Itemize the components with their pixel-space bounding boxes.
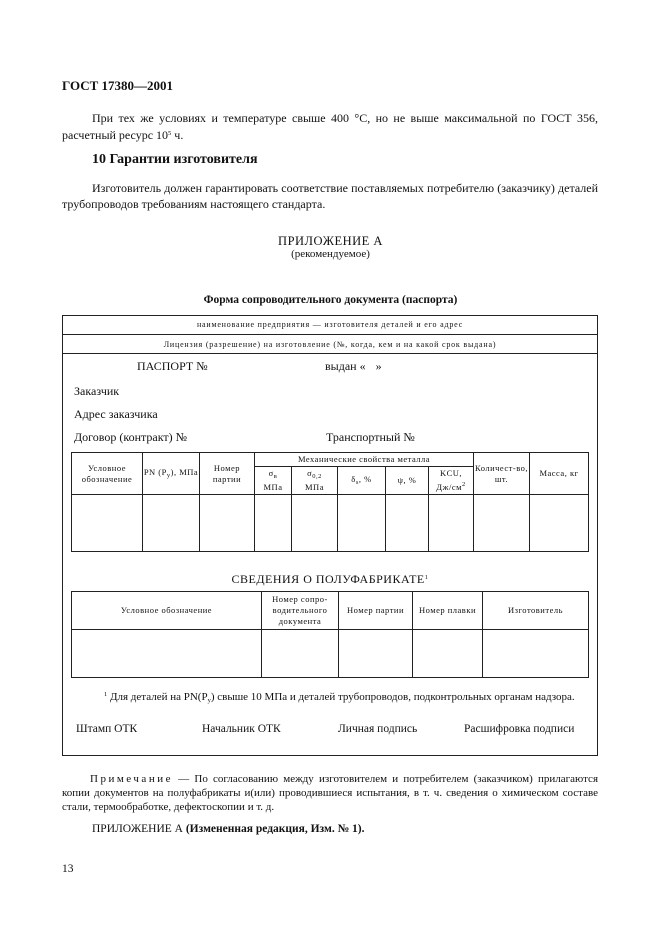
col-kcu — [429, 467, 474, 495]
sigma-02-b: МПа — [305, 482, 324, 492]
manufacturer-name-row: наименование предприятия — изготовителя деталей и его адрес — [196, 320, 464, 329]
table-cell — [386, 495, 429, 552]
col-batch: Номер партии — [200, 453, 255, 495]
standard-header: ГОСТ 17380—2001 — [62, 78, 174, 93]
change-note — [92, 823, 364, 835]
col-mass: Масса, кг — [530, 453, 589, 495]
divider-1 — [62, 334, 598, 335]
note-paragraph — [62, 772, 598, 814]
col-semi-designation: Условное обозначение — [72, 592, 262, 630]
intro-paragraph — [62, 110, 598, 143]
semi-product-table — [71, 591, 589, 678]
stamp-label: Штамп ОТК — [76, 723, 138, 735]
section-10-text: Изготовитель должен гарантировать соответствие поставляемых потребителю (заказчику) деталей трубопроводов требованиям настоящего стандарта. — [62, 181, 598, 211]
table-cell — [474, 495, 530, 552]
contract-label: Договор (контракт) № — [74, 430, 188, 444]
signature-label: Личная подпись — [338, 723, 418, 735]
customer-address-label: Адрес заказчика — [74, 407, 158, 421]
sigma-02-a: σ — [307, 468, 313, 478]
col-semi-document: Номер сопро-водительного документа — [262, 592, 339, 630]
table-cell — [72, 630, 262, 678]
col-semi-batch: Номер партии — [339, 592, 413, 630]
issued-b: » — [375, 359, 382, 373]
table-cell — [483, 630, 589, 678]
page-number: 13 — [62, 863, 74, 875]
table-cell — [530, 495, 589, 552]
form-title: Форма сопроводительного документа (паспорта) — [203, 294, 458, 306]
semi-title-text: СВЕДЕНИЯ О ПОЛУФАБРИКАТЕ — [231, 572, 425, 586]
col-semi-heat: Номер плавки — [413, 592, 483, 630]
change-b: (Измененная редакция, Изм. № 1). — [185, 823, 365, 835]
issued-a: выдан « — [325, 359, 366, 373]
col-semi-manufacturer: Изготовитель — [483, 592, 589, 630]
appendix-subtitle: (рекомендуемое) — [291, 248, 370, 260]
col-pn — [143, 453, 200, 495]
transport-label: Транспортный № — [326, 430, 415, 444]
kcu-sup: 2 — [461, 481, 466, 488]
section-10-title: 10 Гарантии изготовителя — [92, 152, 258, 167]
table-cell — [255, 495, 292, 552]
footnote-text-a: Для деталей на PN(P — [107, 691, 208, 703]
col-pn-sub: y — [166, 471, 171, 479]
table-cell — [200, 495, 255, 552]
intro-text-b: ч. — [171, 128, 184, 142]
delta-b: , % — [358, 473, 372, 484]
col-psi: ψ, % — [386, 467, 429, 495]
sigma-b-b: МПа — [263, 482, 283, 492]
intro-exponent: 5 — [168, 130, 172, 137]
footnote — [76, 686, 588, 709]
col-mechanical: Механические свойства металла — [255, 453, 474, 467]
col-pn-a: PN (P — [143, 466, 167, 477]
col-designation: Условное обозначение — [72, 453, 143, 495]
semi-title-mark: 1 — [424, 574, 429, 581]
kcu-a: KCU, — [439, 468, 463, 478]
col-pn-b: ), МПа — [170, 466, 199, 477]
appendix-title: ПРИЛОЖЕНИЕ А — [278, 234, 383, 248]
table-cell — [338, 495, 386, 552]
footnote-mark: 1 — [104, 691, 108, 698]
divider-2 — [62, 353, 598, 354]
sigma-b-a: σ — [268, 468, 274, 478]
note-label: Примечание — [90, 773, 173, 785]
col-sigma-02 — [292, 467, 338, 495]
change-a: ПРИЛОЖЕНИЕ А — [92, 823, 186, 835]
table-cell — [262, 630, 339, 678]
table-cell — [413, 630, 483, 678]
col-delta — [338, 467, 386, 495]
passport-number: ПАСПОРТ № — [137, 359, 208, 373]
kcu-b: Дж/см — [436, 482, 462, 492]
table-cell — [143, 495, 200, 552]
col-sigma-b — [255, 467, 292, 495]
note-text: — По согласованию между изготовителем и потребителем (заказчиком) прилагаются копии документов на полуфабрикаты и(или) проводившиеся испытания, в т. ч. сведения о химическом составе стали, термообработке, дефектоскопии и т. д. — [62, 773, 598, 813]
table-cell — [429, 495, 474, 552]
sigma-b-sub: в — [273, 473, 278, 480]
customer-label: Заказчик — [74, 384, 120, 398]
properties-table — [71, 452, 589, 552]
table-cell — [292, 495, 338, 552]
col-quantity: Количест-во, шт. — [474, 453, 530, 495]
chief-label: Начальник ОТК — [202, 723, 281, 735]
delta-sub: s — [355, 478, 359, 486]
table-cell — [339, 630, 413, 678]
issued-date — [325, 359, 382, 374]
footnote-text-b: ) свыше 10 МПа и деталей трубопроводов, подконтрольных органам надзора. — [210, 691, 575, 703]
semi-product-title — [62, 572, 598, 587]
delta-a: δ — [351, 473, 356, 484]
sigma-02-sub: 0,2 — [312, 473, 322, 480]
license-row: Лицензия (разрешение) на изготовление (№, когда, кем и на какой срок выдана) — [163, 340, 497, 349]
footnote-sub: y — [207, 697, 211, 704]
intro-text-a: При тех же условиях и температуре свыше 400 °С, но не выше максимальной по ГОСТ 356, расчетный ресурс 10 — [62, 111, 598, 142]
decoding-label: Расшифровка подписи — [464, 723, 575, 735]
table-cell — [72, 495, 143, 552]
